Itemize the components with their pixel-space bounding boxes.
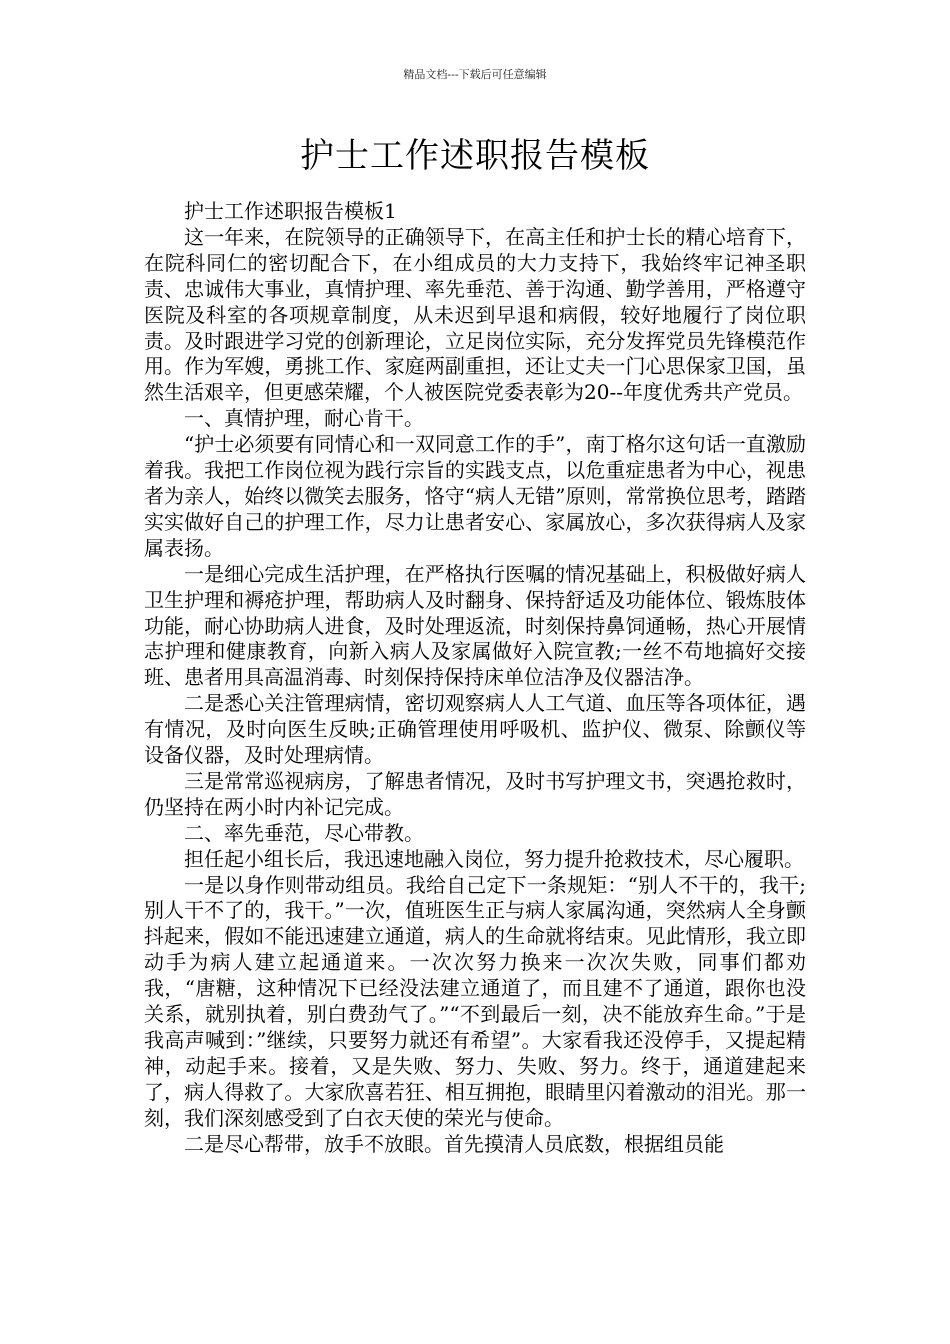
paragraph-subtitle: 护士工作述职报告模板1	[184, 199, 397, 223]
paragraph: 一是细心完成生活护理，在严格执行医嘱的情况基础上，积极做好病人卫生护理和褥疮护理，帮助病人及时翻身、保持舒适及功能体位、锻炼肢体功能，耐心协助病人进食，及时处理返流，时刻保持鼻饲通畅，热心开展情志护理和健康教育，向新入病人及家属做好入院宣教;一丝不苟地搞好交接班、患者用具高温消毒、时刻保持保持床单位洁净及仪器洁净。	[144, 561, 806, 690]
paragraph: “护士必须要有同情心和一双同意工作的手”，南丁格尔这句话一直激励着我。我把工作岗位视为践行宗旨的实践支点，以危重症患者为中心，视患者为亲人，始终以微笑去服务，恪守“病人无错”原则，常常换位思考，踏踏实实做好自己的护理工作，尽力让患者安心、家属放心，多次获得病人及家属表扬。	[144, 432, 806, 560]
paragraph: 这一年来，在院领导的正确领导下，在高主任和护士长的精心培育下，在院科同仁的密切配合下，在小组成员的大力支持下，我始终牢记神圣职责、忠诚伟大事业，真情护理、率先垂范、善于沟通、勤学善用，严格遵守医院及科室的各项规章制度，从未迟到早退和病假，较好地履行了岗位职责。及时跟进学习党的创新理论，立足岗位实际，充分发挥党员先锋模范作用。作为军嫂，勇挑工作、家庭两副重担，还让丈夫一门心思保家卫国，虽然生活艰辛，但更感荣耀，个人被医院党委表彰为20--年度优秀共产党员。	[144, 224, 806, 405]
paragraph: 二是悉心关注管理病情，密切观察病人人工气道、血压等各项体征，遇有情况，及时向医生反映;正确管理使用呼吸机、监护仪、微泵、除颤仪等设备仪器，及时处理病情。	[144, 691, 806, 768]
paragraph: 一是以身作则带动组员。我给自己定下一条规矩：“别人不干的，我干;别人干不了的，我干。”一次，值班医生正与病人家属沟通，突然病人全身颤抖起来，假如不能迅速建立通道，病人的生命就将结束。见此情形，我立即动手为病人建立起通道来。一次次努力换来一次次失败，同事们都劝我，“唐糖，这种情况下已经没法建立通道了，而且建不了通道，跟你也没关系，就别执着，别白费劲气了。”“不到最后一刻，决不能放弃生命。”于是我高声喊到：”继续，只要努力就还有希望”。大家看我还没停手，又提起精神，动起手来。接着，又是失败、努力、失败、努力。终于，通道建起来了，病人得救了。大家欣喜若狂、相互拥抱，眼睛里闪着激动的泪光。那一刻，我们深刻感受到了白衣天使的荣光与使命。	[144, 872, 806, 1130]
document-title: 护士工作述职报告模板	[300, 136, 650, 176]
document-body	[144, 199, 806, 1158]
paragraph: 担任起小组长后，我迅速地融入岗位，努力提升抢救技术，尽心履职。	[184, 846, 804, 871]
header-note: 精品文档---下载后可任意编辑	[403, 68, 547, 81]
section-heading: 一、真情护理，耐心肯干。	[184, 406, 424, 431]
paragraph: 三是常常巡视病房，了解患者情况，及时书写护理文书，突遇抢救时，仍坚持在两小时内补记完成。	[144, 768, 806, 819]
section-heading: 二、率先垂范，尽心带教。	[184, 820, 424, 845]
paragraph: 二是尽心帮带，放手不放眼。首先摸清人员底数，根据组员能	[184, 1131, 724, 1156]
